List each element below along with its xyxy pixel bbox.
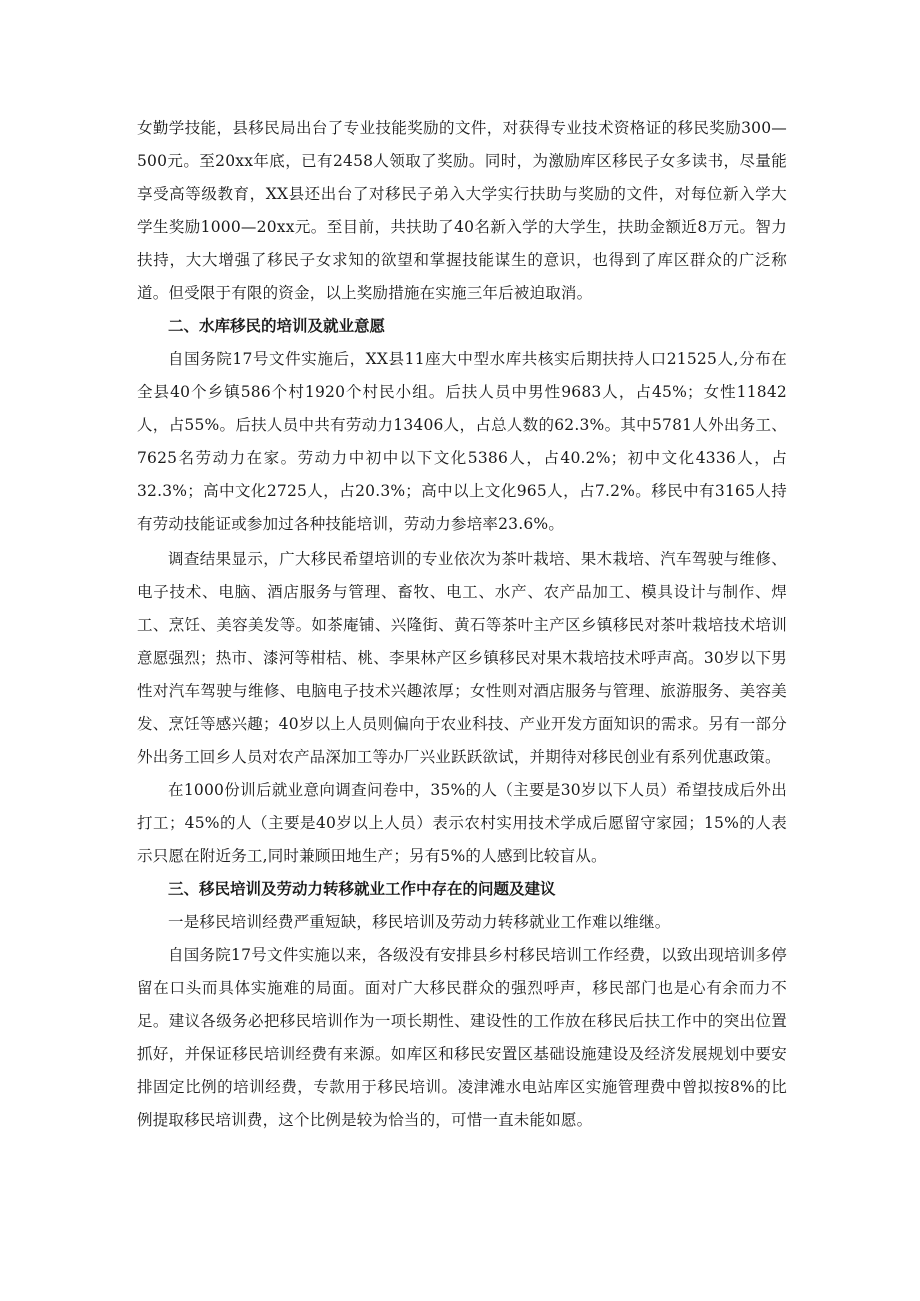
paragraph-survey-results: 调查结果显示，广大移民希望培训的专业依次为茶叶栽培、果木栽培、汽车驾驶与维修、电子技术、电脑、酒店服务与管理、畜牧、电工、水产、农产品加工、模具设计与制作、焊工、烹饪、美容美发等。如茶庵铺、兴隆街、黄石等茶叶主产区乡镇移民对茶叶栽培技术培训意愿强烈；热市、漆河等柑桔、桃、李果林产区乡镇移民对果木栽培技术呼声高。30岁以下男性对汽车驾驶与维修、电脑电子技术兴趣浓厚；女性则对酒店服务与管理、旅游服务、美容美发、烹饪等感兴趣；40岁以上人员则偏向于农业科技、产业开发方面知识的需求。另有一部分外出务工回乡人员对农产品深加工等办厂兴业跃跃欲试，并期待对移民创业有系列优惠政策。: [137, 550, 787, 766]
paragraph-skill-rewards: 女勤学技能，县移民局出台了专业技能奖励的文件，对获得专业技术资格证的移民奖励300—500元。至20xx年底，已有2458人领取了奖励。同时，为激励库区移民子女多读书，尽量能享受高等级教育，XX县还出台了对移民子弟入大学实行扶助与奖励的文件，对每位新入学大学生奖励1000—20xx元。至目前，共扶助了40名新入学的大学生，扶助金额近8万元。智力扶持，大大增强了移民子女求知的欲望和掌握技能谋生的意识，也得到了库区群众的广泛称道。但受限于有限的资金，以上奖励措施在实施三年后被迫取消。: [137, 119, 787, 302]
document-page: [137, 112, 787, 1137]
heading-training-employment-willingness: 二、水库移民的培训及就业意愿: [168, 317, 386, 335]
heading-problems-suggestions: 三、移民培训及劳动力转移就业工作中存在的问题及建议: [168, 880, 556, 898]
paragraph-funding-details: 自国务院17号文件实施以来，各级没有安排县乡村移民培训工作经费，以致出现培训多停留在口头而具体实施难的局面。面对广大移民群众的强烈呼声，移民部门也是心有余而力不足。建议各级务必把移民培训作为一项长期性、建设性的工作放在移民后扶工作中的突出位置抓好，并保证移民培训经费有来源。如库区和移民安置区基础设施建设及经济发展规划中要安排固定比例的培训经费，专款用于移民培训。凌津滩水电站库区实施管理费中曾拟按8%的比例提取移民培训费，这个比例是较为恰当的，可惜一直未能如愿。: [137, 946, 787, 1129]
paragraph-questionnaire: 在1000份训后就业意向调查问卷中，35%的人（主要是30岁以下人员）希望技成后外出打工；45%的人（主要是40岁以上人员）表示农村实用技术学成后愿留守家园；15%的人表示只愿在附近务工,同时兼顾田地生产；另有5%的人感到比较盲从。: [137, 781, 787, 865]
paragraph-funding-shortage: 一是移民培训经费严重短缺，移民培训及劳动力转移就业工作难以维继。: [168, 913, 671, 931]
paragraph-population-stats: 自国务院17号文件实施后，XX县11座大中型水库共核实后期扶持人口21525人,分布在全县40个乡镇586个村1920个村民小组。后扶人员中男性9683人，占45%；女性11842人，占55%。后扶人员中共有劳动力13406人，占总人数的62.3%。其中5781人外出务工、7625名劳动力在家。劳动力中初中以下文化5386人，占40.2%；初中文化4336人，占32.3%；高中文化2725人，占20.3%；高中以上文化965人，占7.2%。移民中有3165人持有劳动技能证或参加过各种技能培训，劳动力参培率23.6%。: [137, 350, 787, 533]
